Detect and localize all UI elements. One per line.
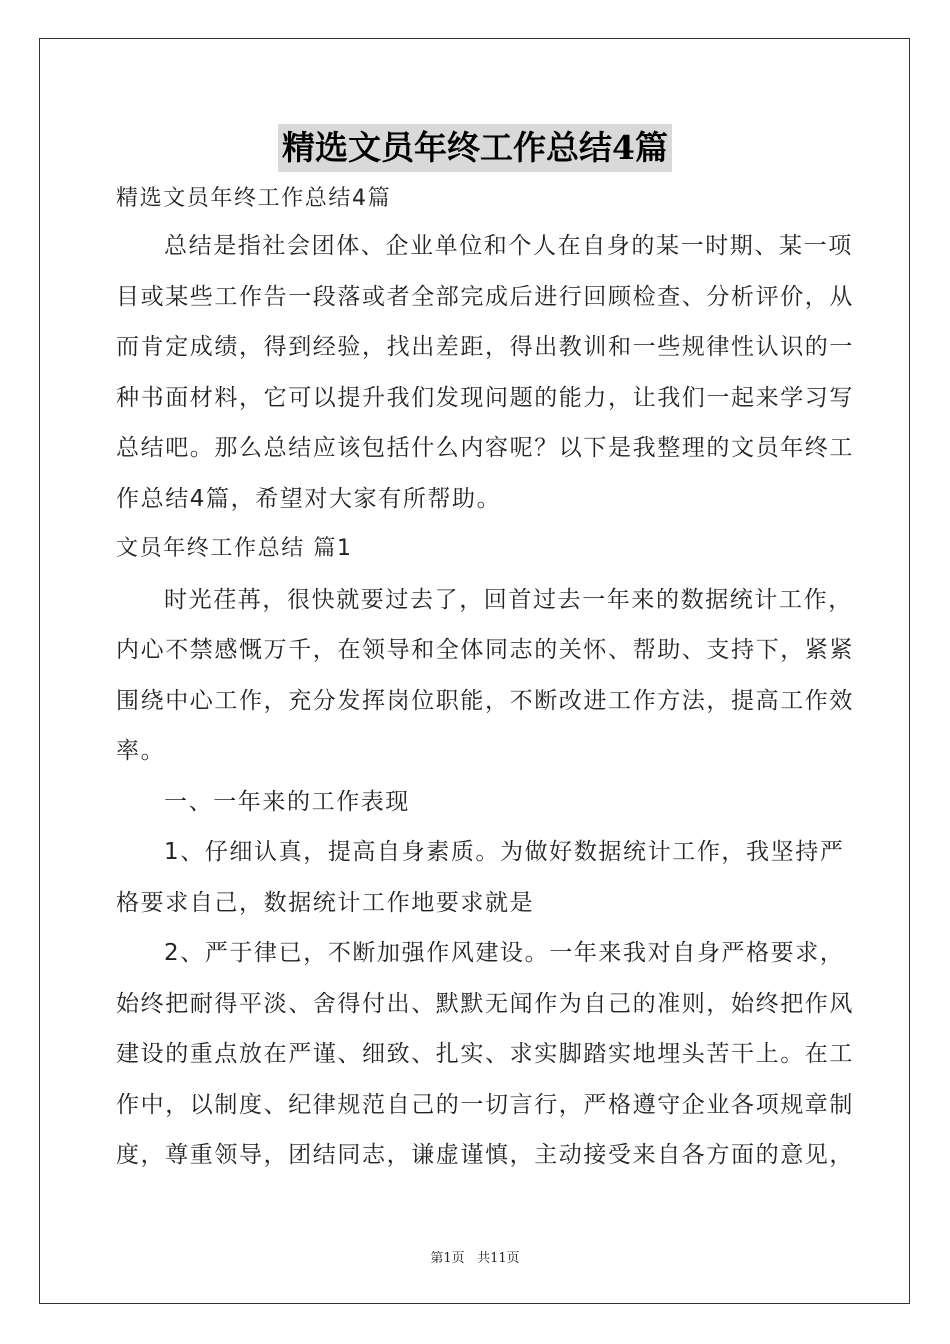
paragraph-line: 2、严于律已，不断加强作风建设。一年来我对自身严格要求，: [164, 940, 845, 966]
paragraph-line: 作总结4篇，希望对大家有所帮助。: [116, 485, 502, 512]
document-subtitle: 精选文员年终工作总结4篇: [116, 186, 392, 211]
document-body: [116, 177, 854, 1181]
paragraph-line: 率。: [116, 738, 166, 764]
paragraph-line: 而肯定成绩，得到经验，找出差距，得出教训和一些规律性认识的一: [116, 334, 854, 360]
title-wrap: [0, 124, 950, 172]
paragraph-line: 1、仔细认真，提高自身素质。为做好数据统计工作，我坚持严: [164, 839, 845, 865]
paragraph-line: 总结是指社会团体、企业单位和个人在自身的某一时期、某一项: [164, 233, 853, 259]
page-number: 第1页: [430, 1251, 465, 1266]
page-footer: [0, 1247, 950, 1266]
paragraph-line: 目或某些工作告一段落或者全部完成后进行回顾检查、分析评价，从: [116, 283, 854, 310]
intro-paragraph: [116, 221, 854, 524]
item-2-paragraph: [116, 928, 854, 1181]
paragraph-line: 建设的重点放在严谨、细致、扎实、求实脚踏实地埋头苦干上。在工: [116, 1041, 854, 1067]
item-1-paragraph: [116, 827, 845, 928]
paragraph-line: 始终把耐得平淡、舍得付出、默默无闻作为自己的准则，始终把作风: [116, 990, 854, 1017]
paragraph-line: 时光荏苒，很快就要过去了，回首过去一年来的数据统计工作，: [164, 586, 853, 613]
page-total: 共11页: [477, 1251, 520, 1266]
paragraph-line: 度，尊重领导，团结同志，谦虚谨慎，主动接受来自各方面的意见，: [116, 1142, 854, 1168]
document-title: 精选文员年终工作总结4篇: [278, 124, 672, 172]
paragraph-line: 围绕中心工作，充分发挥岗位职能，不断改进工作方法，提高工作效: [116, 687, 854, 714]
paragraph-line: 内心不禁感慨万千，在领导和全体同志的关怀、帮助、支持下，紧紧: [116, 637, 854, 663]
paragraph-1: [116, 575, 854, 777]
paragraph-line: 格要求自己，数据统计工作地要求就是: [116, 889, 535, 916]
paragraph-line: 种书面材料，它可以提升我们发现问题的能力，让我们一起来学习写: [116, 384, 854, 411]
paragraph-line: 作中，以制度、纪律规范自己的一切言行，严格遵守企业各项规章制: [116, 1091, 854, 1118]
sub-heading: 一、一年来的工作表现: [164, 788, 410, 815]
section-heading: 文员年终工作总结 篇1: [116, 536, 353, 561]
paragraph-line: 总结吧。那么总结应该包括什么内容呢？以下是我整理的文员年终工: [116, 435, 854, 461]
